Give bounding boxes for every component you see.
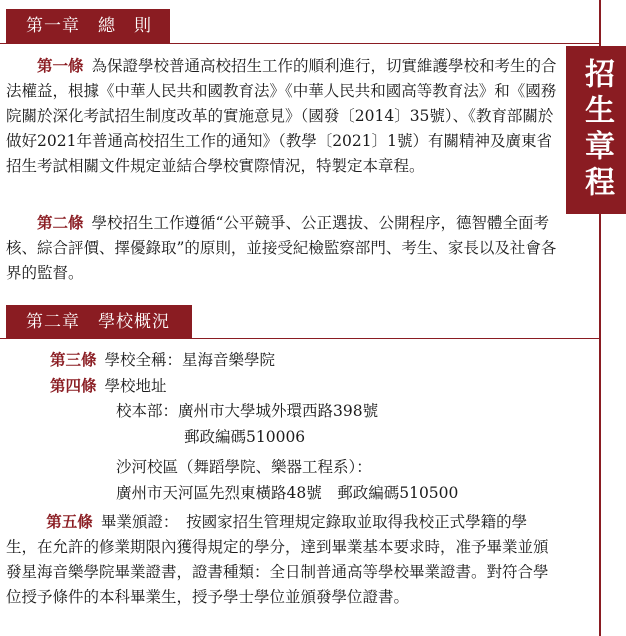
main-campus-address: 校本部：廣州市大學城外環西路398號 (116, 402, 379, 420)
main-campus-postcode: 郵政編碼510006 (184, 428, 306, 446)
article-4 (50, 373, 167, 399)
article-1 (6, 53, 564, 179)
chapter1-underline (0, 43, 600, 44)
article-4-label: 第四條 (50, 376, 97, 395)
article-5 (6, 509, 556, 610)
chapter2-heading: 第二章 學校概況 (6, 305, 192, 339)
article-3-label: 第三條 (50, 350, 97, 369)
admission-regulations-tab: 招生章程 (566, 46, 626, 214)
article-1-label: 第一條 (37, 56, 84, 75)
article-1-text: 為保證學校普通高校招生工作的順利進行，切實維護學校和考生的合法權益，根據《中華人民共和國教育法》《中華人民共和國高等教育法》和《國務院關於深化考試招生制度改革的實施意見》（國發〔2014〕35號）、《教育部關於做好2021年普通高校招生工作的通知》（教學〔2021〕1號）有關精神及廣東省招生考試相關文件規定並結合學校實際情況，特製定本章程。 (6, 57, 557, 175)
article-3-text: 學校全稱：星海音樂學院 (104, 351, 276, 369)
article-5-text: 畢業頒證： 按國家招生管理規定錄取並取得我校正式學籍的學生，在允許的修業期限內獲得規定的學分，達到畢業基本要求時，准予畢業並頒發星海音樂學院畢業證書，證書種類：全日制普通高等學校畢業證書。對符合學位授予條件的本科畢業生，授予學士學位並頒發學位證書。 (6, 513, 549, 606)
chapter1-heading: 第一章 總 則 (6, 9, 170, 43)
article-5-label: 第五條 (46, 512, 93, 531)
shahe-campus-address: 廣州市天河區先烈東橫路48號 郵政編碼510500 (116, 484, 459, 502)
shahe-campus-heading: 沙河校區（舞蹈學院、樂器工程系）： (116, 458, 372, 476)
article-3 (50, 347, 275, 373)
article-4-text: 學校地址 (104, 377, 167, 395)
article-2-label: 第二條 (37, 213, 84, 232)
article-2 (6, 210, 564, 286)
article-2-text: 學校招生工作遵循“公平競爭、公正選拔、公開程序，德智體全面考核、綜合評價、擇優錄取”的原則，並接受紀檢監察部門、考生、家長以及社會各界的監督。 (6, 214, 557, 282)
